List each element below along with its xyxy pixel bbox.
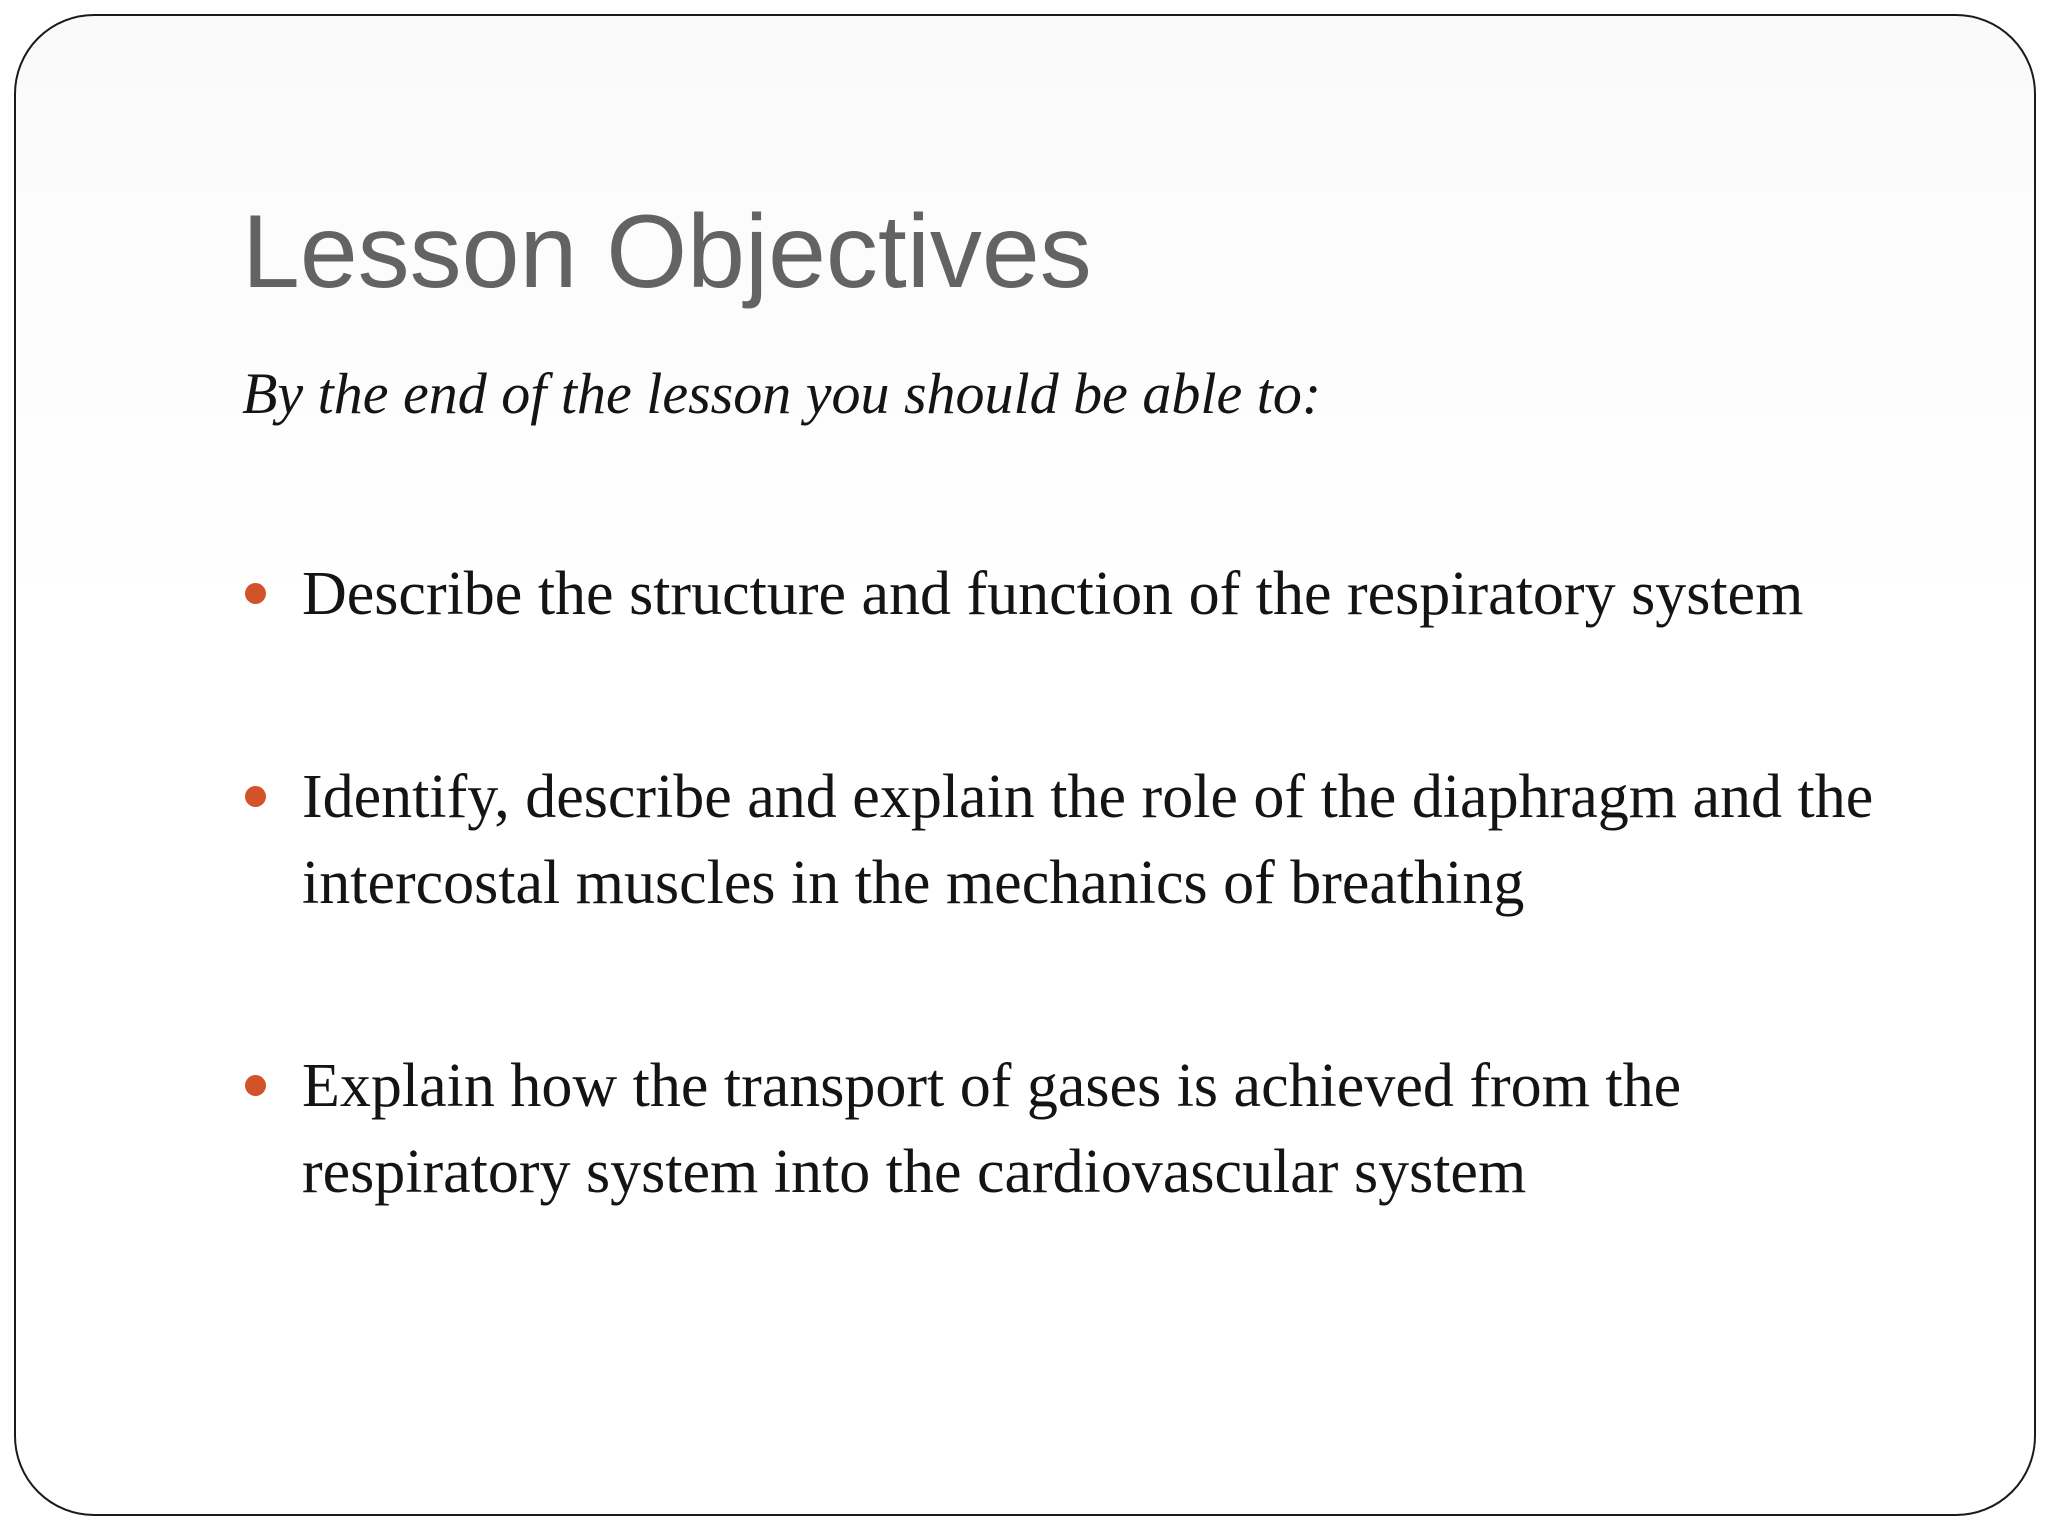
- objective-item: [242, 551, 1962, 637]
- objective-text: Identify, describe and explain the role of the diaphragm and the intercostal muscles in the mechanics of breathing: [302, 763, 1874, 917]
- objective-item: [242, 754, 1962, 926]
- slide: [14, 14, 2036, 1516]
- bullet-dot-icon: [245, 786, 266, 807]
- objective-text: Describe the structure and function of the respiratory system: [302, 560, 1804, 628]
- objective-item: [242, 1043, 1962, 1215]
- slide-title: Lesson Objectives: [242, 194, 1092, 310]
- slide-subtitle: By the end of the lesson you should be able to:: [242, 361, 1322, 426]
- bullet-dot-icon: [245, 583, 266, 604]
- objective-text: Explain how the transport of gases is achieved from the respiratory system into the cardiovascular system: [302, 1052, 1682, 1206]
- bullet-dot-icon: [245, 1075, 266, 1096]
